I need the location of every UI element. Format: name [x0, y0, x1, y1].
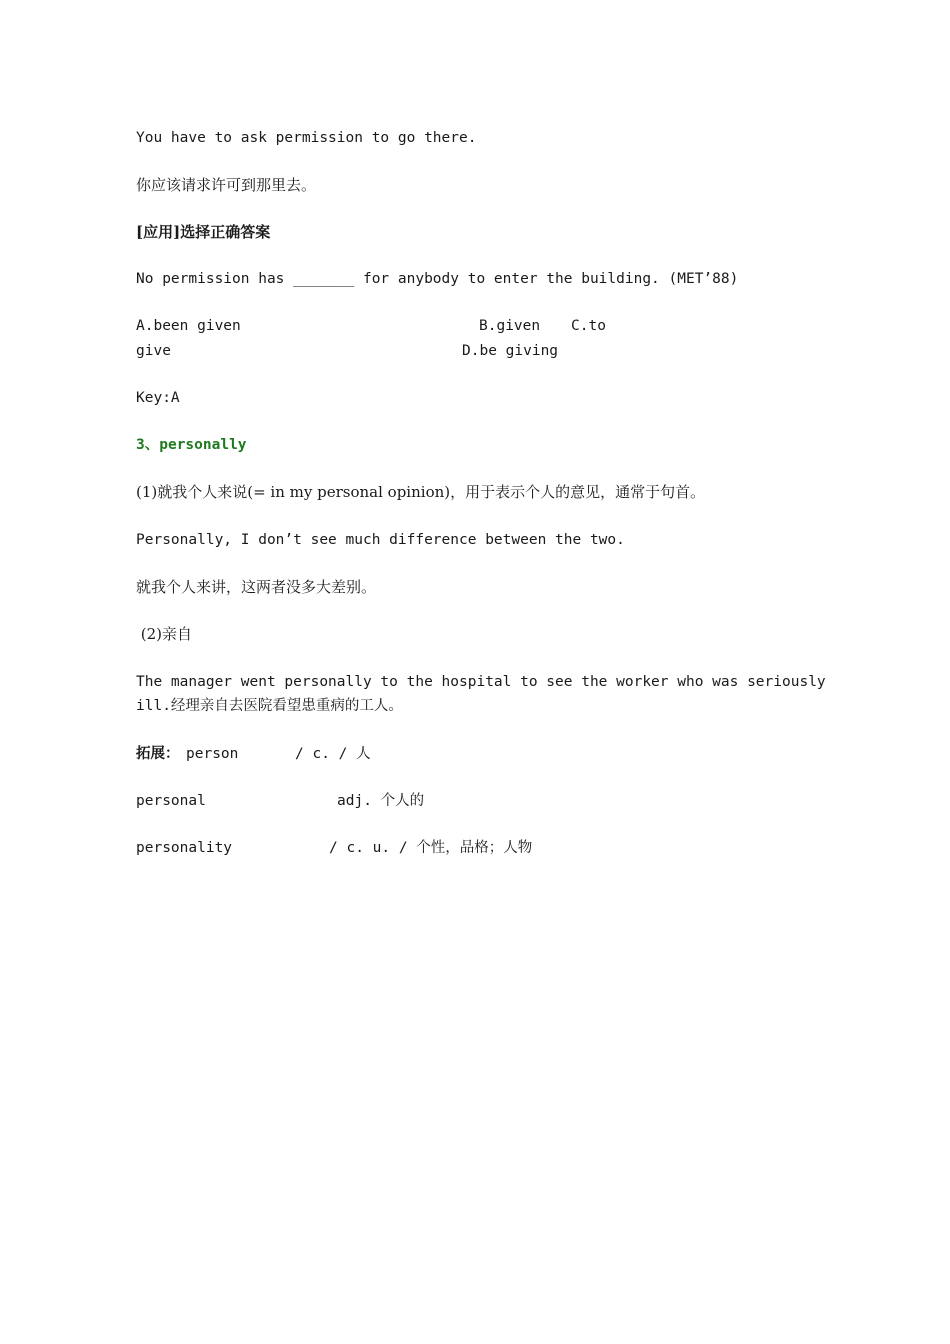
answer-key: Key:A [136, 390, 180, 406]
exercise-question: No permission has _______ for anybody to enter the building. (MET’88) [136, 271, 739, 287]
option-a: A.been given [136, 318, 241, 334]
example-translation-1: 就我个人来讲，这两者没多大差别。 [136, 578, 377, 596]
extension-word-personal: personal [136, 793, 206, 809]
example-sentence-permission: You have to ask permission to go there. [136, 130, 477, 146]
extension-meaning-personality: / c. u. / 个性，品格；人物 [329, 840, 533, 856]
extension-word-personality: personality [136, 840, 233, 856]
option-c: C.to [571, 318, 606, 334]
extension-meaning-person: / c. / 人 [295, 746, 371, 762]
example-sentence-1: Personally, I don’t see much difference between the two. [136, 532, 625, 548]
option-d: D.be giving [462, 343, 559, 359]
definition-1: (1)就我个人来说(= in my personal opinion)，用于表示个人的意见，通常于句首。 [136, 483, 706, 501]
extension-meaning-personal: adj. 个人的 [337, 793, 425, 809]
example-sentence-2: The manager went personally to the hospital to see the worker who was seriously [136, 674, 826, 690]
option-c-continued: give [136, 343, 171, 359]
exercise-heading: [应用]选择正确答案 [136, 223, 271, 241]
definition-2: (2)亲自 [136, 625, 193, 643]
example-translation-permission: 你应该请求许可到那里去。 [136, 176, 317, 194]
extension-word-person: person [186, 746, 239, 762]
option-b: B.given [479, 318, 541, 334]
example-sentence-2-continued: ill.经理亲自去医院看望患重病的工人。 [136, 698, 403, 714]
extension-label: 拓展： [136, 745, 180, 762]
section-heading-personally: 3、personally [136, 437, 247, 453]
